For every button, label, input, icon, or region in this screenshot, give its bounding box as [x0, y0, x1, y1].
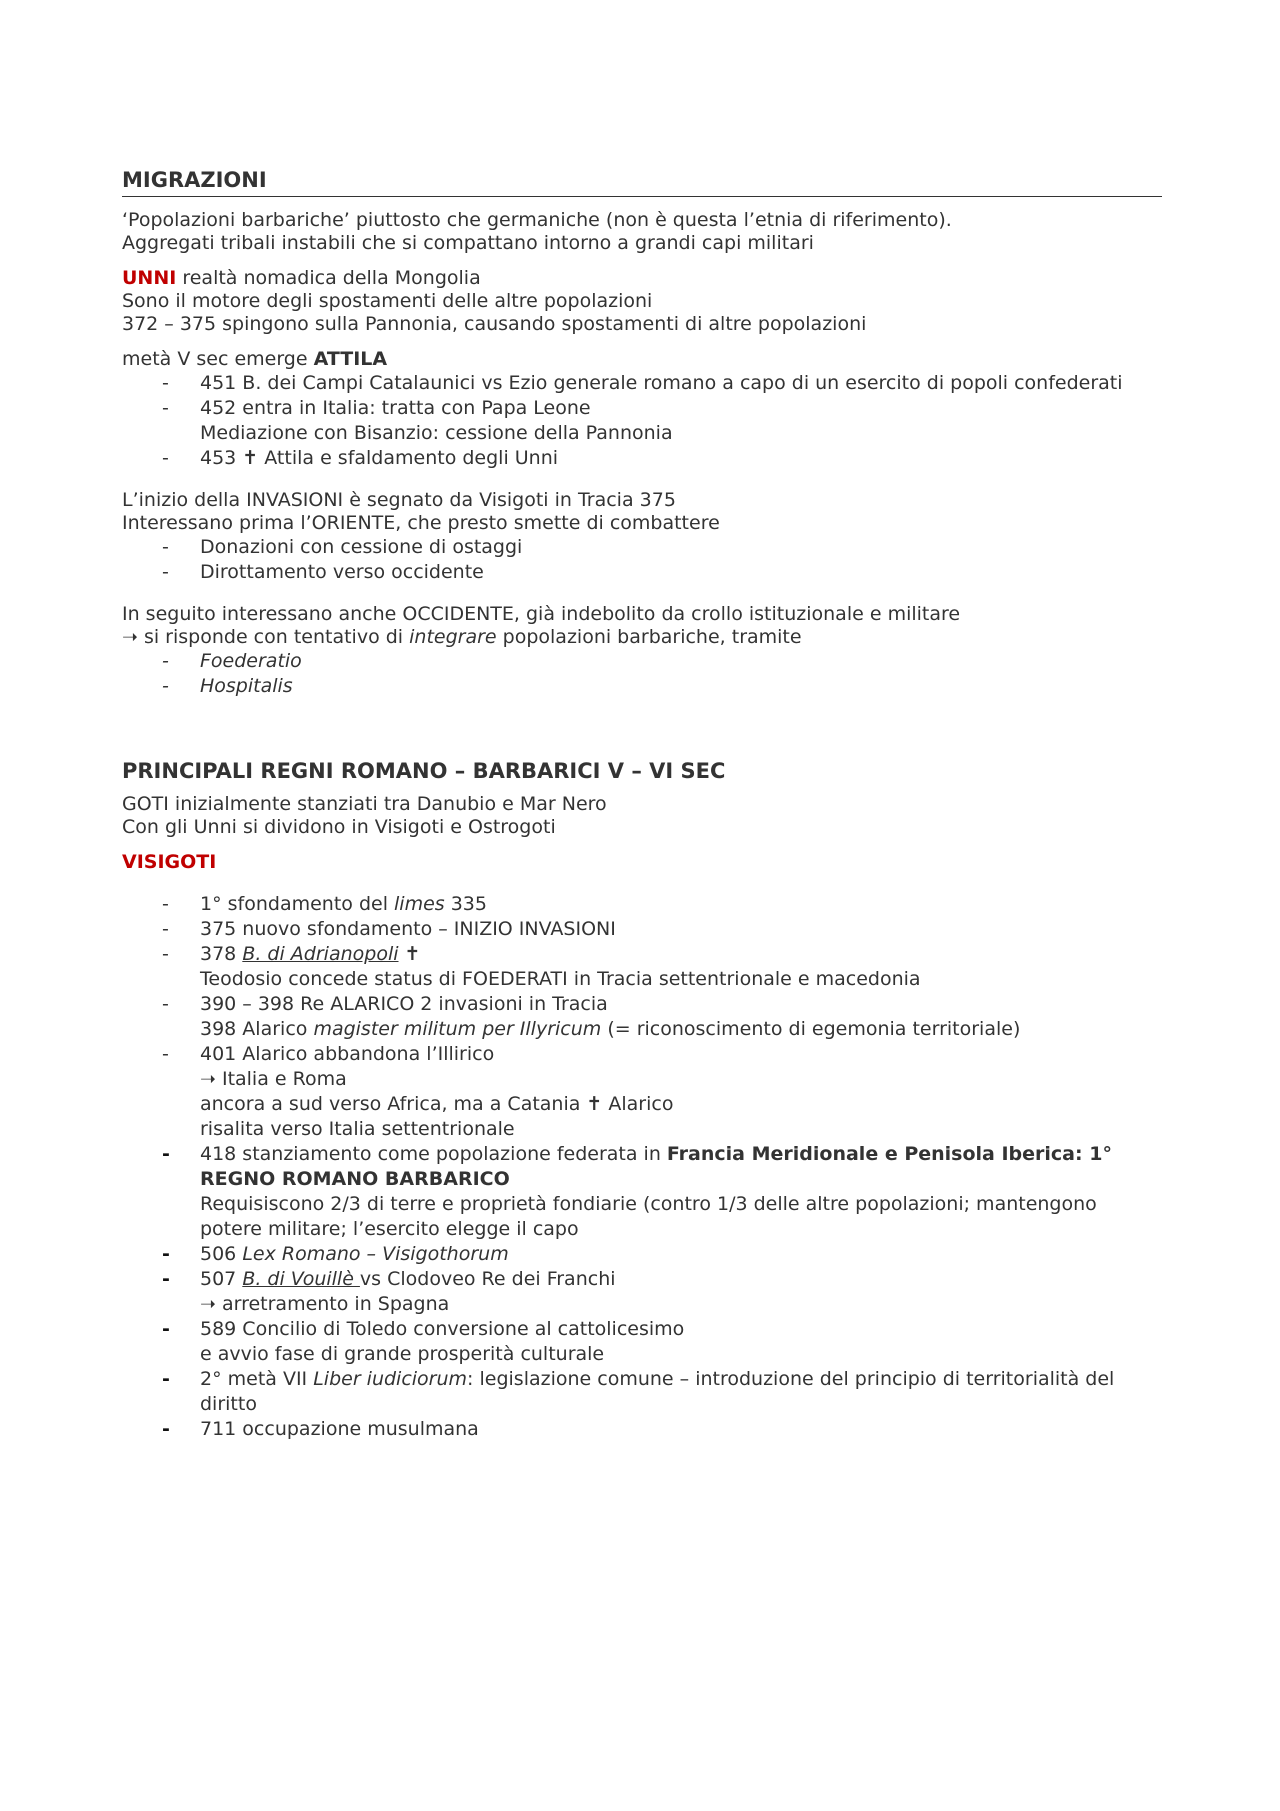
list-item: - 418 stanziamento come popolazione federata in Francia Meridionale e Penisola Iberica: 1° REGNO ROMANO BARBARICO Requisiscono 2/3 di terre e proprietà fondiarie (contro 1/3 delle altre popolazioni; mantengono potere militare; l’esercito elegge il capo — [122, 1142, 1162, 1242]
list-item: - 507 B. di Vouillè vs Clodoveo Re dei Franchi ➝ arretramento in Spagna — [122, 1267, 1162, 1317]
section-title-migrazioni: MIGRAZIONI — [122, 166, 1162, 197]
list-item: - 451 B. dei Campi Catalaunici vs Ezio generale romano a capo di un esercito di popoli confederati — [122, 371, 1162, 396]
text-line: Aggregati tribali instabili che si compattano intorno a grandi capi militari — [122, 232, 814, 254]
text-line: Interessano prima l’ORIENTE, che presto smette di combattere — [122, 512, 720, 534]
paragraph-attila — [122, 348, 1162, 371]
visigoti-list — [122, 892, 1162, 1442]
occidente-list — [122, 649, 1162, 699]
link-vouille[interactable]: B. di Vouillè — [242, 1268, 360, 1290]
text-line: In seguito interessano anche OCCIDENTE, già indebolito da crollo istituzionale e militare — [122, 603, 961, 625]
paragraph-intro — [122, 209, 1162, 255]
list-item: - 711 occupazione musulmana — [122, 1417, 1162, 1442]
link-adrianopoli[interactable]: B. di Adrianopoli — [242, 943, 399, 965]
paragraph-invasioni — [122, 489, 1162, 535]
attila-label: ATTILA — [313, 348, 388, 370]
text-span: metà V sec emerge — [122, 348, 314, 370]
text-line: Con gli Unni si dividono in Visigoti e Ostrogoti — [122, 816, 556, 838]
list-item: - 589 Concilio di Toledo conversione al cattolicesimo e avvio fase di grande prosperità culturale — [122, 1317, 1162, 1367]
visigoti-label: VISIGOTI — [122, 851, 217, 873]
text-line: L’inizio della INVASIONI è segnato da Visigoti in Tracia 375 — [122, 489, 676, 511]
text-line: Sono il motore degli spostamenti delle altre popolazioni — [122, 290, 653, 312]
attila-list — [122, 371, 1162, 471]
text-span: realtà nomadica della Mongolia — [176, 267, 481, 289]
list-item: - Foederatio — [122, 649, 1162, 674]
section-title-regni: PRINCIPALI REGNI ROMANO – BARBARICI V – VI SEC — [122, 759, 726, 783]
document-page — [122, 166, 1162, 1442]
invasioni-list — [122, 535, 1162, 585]
unni-label: UNNI — [122, 267, 177, 289]
paragraph-unni — [122, 267, 1162, 336]
list-item: - 453 ✝ Attila e sfaldamento degli Unni — [122, 446, 1162, 471]
list-item: - Dirottamento verso occidente — [122, 560, 1162, 585]
text-line: ‘Popolazioni barbariche’ piuttosto che germaniche (non è questa l’etnia di riferimento). — [122, 209, 952, 231]
paragraph-goti — [122, 793, 1162, 839]
list-item: - 506 Lex Romano – Visigothorum — [122, 1242, 1162, 1267]
text-line: 372 – 375 spingono sulla Pannonia, causando spostamenti di altre popolazioni — [122, 313, 867, 335]
list-item: - 2° metà VII Liber iudiciorum: legislazione comune – introduzione del principio di territorialità del diritto — [122, 1367, 1162, 1417]
list-item: - 390 – 398 Re ALARICO 2 invasioni in Tracia 398 Alarico magister militum per Illyricum (= riconoscimento di egemonia territoriale) — [122, 992, 1162, 1042]
list-item: - 378 B. di Adrianopoli ✝ Teodosio concede status di FOEDERATI in Tracia settentrionale e macedonia — [122, 942, 1162, 992]
list-item: - Hospitalis — [122, 674, 1162, 699]
list-item: - Donazioni con cessione di ostaggi — [122, 535, 1162, 560]
paragraph-occidente: In seguito interessano anche OCCIDENTE, già indebolito da crollo istituzionale e militare ➝ si risponde con tentativo di integrare popolazioni barbariche, tramite — [122, 603, 1162, 649]
list-item: - 401 Alarico abbandona l’Illirico ➝ Italia e Roma ancora a sud verso Africa, ma a Catania ✝ Alarico risalita verso Italia settentrionale — [122, 1042, 1162, 1142]
list-item: - 452 entra in Italia: tratta con Papa Leone Mediazione con Bisanzio: cessione della Pannonia — [122, 396, 1162, 446]
list-item: - 1° sfondamento del limes 335 — [122, 892, 1162, 917]
text-line: GOTI inizialmente stanziati tra Danubio e Mar Nero — [122, 793, 607, 815]
list-item: - 375 nuovo sfondamento – INIZIO INVASIONI — [122, 917, 1162, 942]
paragraph-visigoti-label — [122, 851, 1162, 874]
